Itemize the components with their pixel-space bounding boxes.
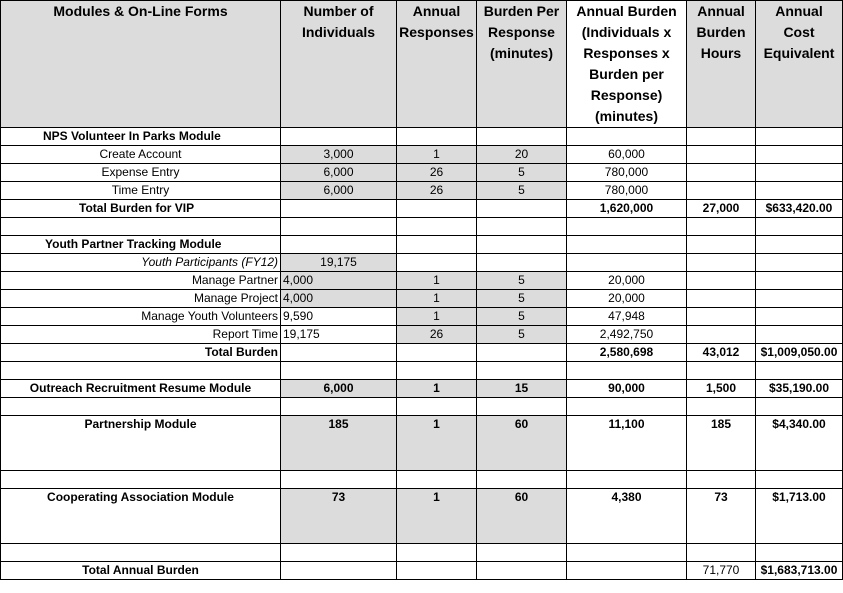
empty-cell	[281, 544, 397, 562]
empty-cell	[281, 128, 397, 146]
cost-cell: $35,190.00	[756, 380, 843, 398]
burden-cell: 5	[477, 308, 567, 326]
form-name: Expense Entry	[1, 164, 281, 182]
hours-cell: 185	[687, 416, 756, 471]
responses-cell: 1	[397, 146, 477, 164]
empty-cell	[1, 362, 281, 380]
empty-cell	[477, 544, 567, 562]
form-name: Manage Project	[1, 290, 281, 308]
responses-cell: 1	[397, 489, 477, 544]
hours-cell: 73	[687, 489, 756, 544]
empty-cell	[687, 254, 756, 272]
annual-burden-cell: 780,000	[567, 182, 687, 200]
table-row	[1, 290, 843, 308]
responses-cell: 26	[397, 182, 477, 200]
empty-cell	[756, 544, 843, 562]
empty-cell	[687, 128, 756, 146]
empty-cell	[397, 236, 477, 254]
individuals-cell: 19,175	[281, 326, 397, 344]
empty-cell	[756, 218, 843, 236]
empty-cell	[687, 308, 756, 326]
burden-cell: 5	[477, 290, 567, 308]
participants-label: Youth Participants (FY12)	[1, 254, 281, 272]
empty-cell	[567, 236, 687, 254]
header-module: Modules & On-Line Forms	[1, 1, 281, 128]
cost-cell: $1,713.00	[756, 489, 843, 544]
table-row	[1, 308, 843, 326]
individuals-cell: 73	[281, 489, 397, 544]
empty-cell	[687, 146, 756, 164]
empty-cell	[687, 362, 756, 380]
header-responses: Annual Responses	[397, 1, 477, 128]
empty-cell	[567, 218, 687, 236]
empty-cell	[397, 562, 477, 580]
total-cost: $1,009,050.00	[756, 344, 843, 362]
empty-cell	[477, 128, 567, 146]
empty-cell	[687, 471, 756, 489]
section-title: Youth Partner Tracking Module	[1, 236, 281, 254]
empty-cell	[687, 218, 756, 236]
total-label: Total Burden for VIP	[1, 200, 281, 218]
module-row	[1, 416, 843, 471]
empty-cell	[281, 344, 397, 362]
burden-cell: 5	[477, 182, 567, 200]
table-row	[1, 254, 843, 272]
empty-cell	[756, 471, 843, 489]
annual-burden-cell: 90,000	[567, 380, 687, 398]
annual-burden-cell: 4,380	[567, 489, 687, 544]
empty-cell	[567, 562, 687, 580]
empty-cell	[756, 308, 843, 326]
empty-cell	[756, 128, 843, 146]
section-title: NPS Volunteer In Parks Module	[1, 128, 281, 146]
responses-cell: 1	[397, 416, 477, 471]
empty-cell	[687, 164, 756, 182]
empty-cell	[756, 254, 843, 272]
section-title-row	[1, 128, 843, 146]
responses-cell: 1	[397, 272, 477, 290]
total-label: Total Burden	[1, 344, 281, 362]
individuals-cell: 6,000	[281, 182, 397, 200]
empty-cell	[281, 471, 397, 489]
empty-cell	[477, 218, 567, 236]
empty-cell	[281, 562, 397, 580]
total-annual-burden: 1,620,000	[567, 200, 687, 218]
header-cost: Annual Cost Equivalent	[756, 1, 843, 128]
burden-cell: 15	[477, 380, 567, 398]
empty-cell	[477, 398, 567, 416]
total-row	[1, 344, 843, 362]
empty-cell	[397, 254, 477, 272]
empty-cell	[756, 398, 843, 416]
annual-burden-cell: 780,000	[567, 164, 687, 182]
annual-burden-cell: 60,000	[567, 146, 687, 164]
empty-cell	[281, 236, 397, 254]
module-row	[1, 380, 843, 398]
empty-cell	[477, 471, 567, 489]
empty-cell	[567, 471, 687, 489]
empty-cell	[477, 236, 567, 254]
form-name: Report Time	[1, 326, 281, 344]
module-row	[1, 489, 843, 544]
header-individuals: Number of Individuals	[281, 1, 397, 128]
individuals-cell: 19,175	[281, 254, 397, 272]
total-hours: 27,000	[687, 200, 756, 218]
empty-cell	[756, 164, 843, 182]
empty-cell	[281, 362, 397, 380]
table-row	[1, 326, 843, 344]
spacer-row	[1, 544, 843, 562]
empty-cell	[281, 200, 397, 218]
empty-cell	[687, 326, 756, 344]
spacer-row	[1, 398, 843, 416]
empty-cell	[756, 326, 843, 344]
grand-total-hours: 71,770	[687, 562, 756, 580]
empty-cell	[687, 236, 756, 254]
empty-cell	[477, 254, 567, 272]
total-cost: $633,420.00	[756, 200, 843, 218]
annual-burden-cell: 2,492,750	[567, 326, 687, 344]
table-row	[1, 272, 843, 290]
empty-cell	[397, 200, 477, 218]
burden-cell: 5	[477, 326, 567, 344]
total-row	[1, 200, 843, 218]
annual-burden-cell: 20,000	[567, 290, 687, 308]
burden-cell: 5	[477, 272, 567, 290]
individuals-cell: 4,000	[281, 272, 397, 290]
empty-cell	[1, 398, 281, 416]
empty-cell	[1, 218, 281, 236]
empty-cell	[687, 544, 756, 562]
table-row	[1, 164, 843, 182]
empty-cell	[397, 344, 477, 362]
empty-cell	[567, 128, 687, 146]
header-burden-hours: Annual Burden Hours	[687, 1, 756, 128]
module-name: Cooperating Association Module	[1, 489, 281, 544]
grand-total-row	[1, 562, 843, 580]
header-annual-burden: Annual Burden (Individuals x Responses x Burden per Response) (minutes)	[567, 1, 687, 128]
spacer-row	[1, 471, 843, 489]
responses-cell: 1	[397, 308, 477, 326]
empty-cell	[477, 344, 567, 362]
empty-cell	[281, 218, 397, 236]
spacer-row	[1, 362, 843, 380]
form-name: Time Entry	[1, 182, 281, 200]
section-title-row	[1, 236, 843, 254]
empty-cell	[756, 236, 843, 254]
empty-cell	[687, 182, 756, 200]
empty-cell	[756, 272, 843, 290]
cost-cell: $4,340.00	[756, 416, 843, 471]
responses-cell: 1	[397, 380, 477, 398]
annual-burden-cell: 11,100	[567, 416, 687, 471]
individuals-cell: 6,000	[281, 164, 397, 182]
table-row	[1, 146, 843, 164]
burden-cell: 60	[477, 489, 567, 544]
empty-cell	[567, 398, 687, 416]
empty-cell	[397, 398, 477, 416]
empty-cell	[1, 544, 281, 562]
individuals-cell: 6,000	[281, 380, 397, 398]
annual-burden-cell: 20,000	[567, 272, 687, 290]
individuals-cell: 3,000	[281, 146, 397, 164]
empty-cell	[567, 544, 687, 562]
individuals-cell: 9,590	[281, 308, 397, 326]
empty-cell	[687, 398, 756, 416]
responses-cell: 26	[397, 164, 477, 182]
empty-cell	[687, 290, 756, 308]
empty-cell	[397, 128, 477, 146]
form-name: Create Account	[1, 146, 281, 164]
empty-cell	[397, 218, 477, 236]
empty-cell	[687, 272, 756, 290]
empty-cell	[756, 146, 843, 164]
responses-cell: 26	[397, 326, 477, 344]
hours-cell: 1,500	[687, 380, 756, 398]
empty-cell	[477, 562, 567, 580]
header-burden-per-response: Burden Per Response (minutes)	[477, 1, 567, 128]
empty-cell	[477, 200, 567, 218]
empty-cell	[397, 471, 477, 489]
empty-cell	[567, 254, 687, 272]
empty-cell	[1, 471, 281, 489]
empty-cell	[756, 362, 843, 380]
empty-cell	[567, 362, 687, 380]
empty-cell	[477, 362, 567, 380]
burden-cell: 60	[477, 416, 567, 471]
burden-cell: 20	[477, 146, 567, 164]
empty-cell	[756, 182, 843, 200]
form-name: Manage Partner	[1, 272, 281, 290]
burden-cell: 5	[477, 164, 567, 182]
grand-total-cost: $1,683,713.00	[756, 562, 843, 580]
individuals-cell: 185	[281, 416, 397, 471]
module-name: Partnership Module	[1, 416, 281, 471]
total-annual-burden: 2,580,698	[567, 344, 687, 362]
module-name: Outreach Recruitment Resume Module	[1, 380, 281, 398]
responses-cell: 1	[397, 290, 477, 308]
empty-cell	[281, 398, 397, 416]
header-row	[1, 1, 843, 128]
grand-total-label: Total Annual Burden	[1, 562, 281, 580]
empty-cell	[397, 544, 477, 562]
annual-burden-cell: 47,948	[567, 308, 687, 326]
form-name: Manage Youth Volunteers	[1, 308, 281, 326]
table-row	[1, 182, 843, 200]
empty-cell	[397, 362, 477, 380]
total-hours: 43,012	[687, 344, 756, 362]
individuals-cell: 4,000	[281, 290, 397, 308]
empty-cell	[756, 290, 843, 308]
spacer-row	[1, 218, 843, 236]
